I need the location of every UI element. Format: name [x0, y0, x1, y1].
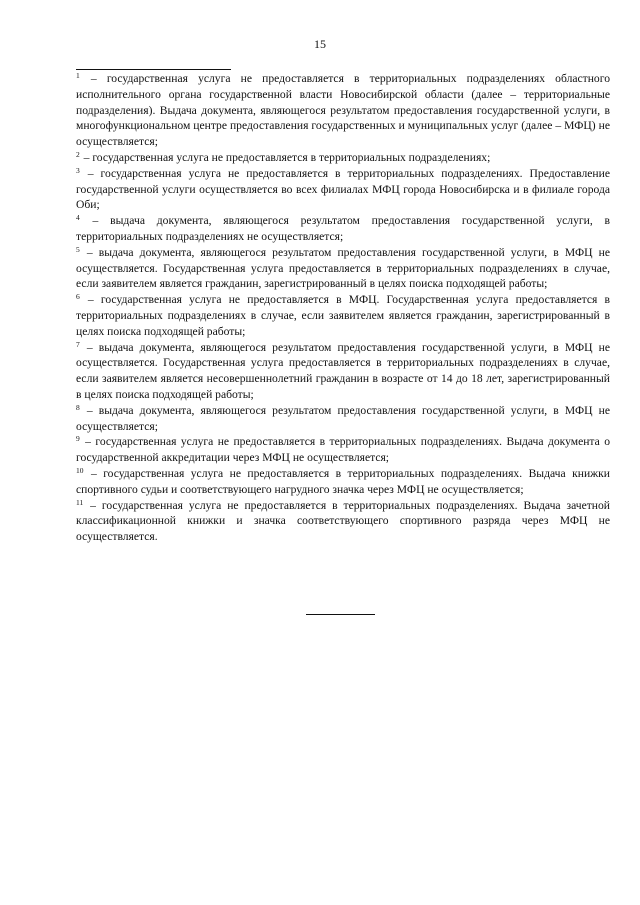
footnote-2 — [76, 150, 610, 166]
footnote-marker: 11 — [76, 497, 84, 507]
footnote-marker: 7 — [76, 339, 80, 349]
footnote-text: – выдача документа, являющегося результатом предоставления государственной услуги, в МФЦ не осуществляется; — [76, 403, 610, 433]
footnote-marker: 3 — [76, 165, 80, 175]
footnote-9 — [76, 434, 610, 466]
footnote-5 — [76, 245, 610, 292]
footnote-8 — [76, 403, 610, 435]
footnote-text: – выдача документа, являющегося результатом предоставления государственной услуги, в МФЦ не осуществляется. Государственная услуга предоставляется в территориальных подразделениях в случае, если заявителем является гражданин, зарегистрированный в целях поиска подходящей работы; — [76, 245, 610, 291]
footnote-text: – государственная услуга не предоставляется в территориальных подразделениях. Предоставление государственной услуги осуществляется во всех филиалах МФЦ города Новосибирска и в филиале города Оби; — [76, 166, 610, 212]
footnote-text: – государственная услуга не предоставляется в территориальных подразделениях областного исполнительного органа государственной власти Новосибирской области (далее – территориальные подразделения). Выдача документа, являющегося результатом предоставления государственной услуги, в многофункциональном центре предоставления государственных и муниципальных услуг (далее – МФЦ) не осуществляется; — [76, 72, 610, 149]
footnote-marker: 1 — [76, 71, 80, 80]
page-number: 15 — [314, 37, 326, 51]
footnote-text: – государственная услуга не предоставляется в территориальных подразделениях; — [80, 150, 491, 164]
footnote-marker: 2 — [76, 149, 80, 159]
footnote-text: – государственная услуга не предоставляется в МФЦ. Государственная услуга предоставляется в территориальных подразделениях в случае, если заявителем является гражданин, зарегистрированный в целях поиска подходящей работы; — [76, 293, 610, 338]
footnote-marker: 5 — [76, 244, 80, 254]
footnote-text: – выдача документа, являющегося результатом предоставления государственной услуги, в МФЦ не осуществляется. Государственная услуга предоставляется в территориальных подразделениях в случае, если заявителем является несовершеннолетний гражданин в возрасте от 14 до 18 лет, зарегистрированный в целях поиска подходящей работы; — [76, 340, 610, 401]
footnote-7 — [76, 340, 610, 403]
footnote-text: – государственная услуга не предоставляется в территориальных подразделениях. Выдача зачетной классификационной книжки и значка соответствующего спортивного разряда через МФЦ не осуществляется. — [76, 498, 610, 544]
footnote-text: – выдача документа, являющегося результатом предоставления государственной услуги, в территориальных подразделениях не осуществляется; — [76, 214, 610, 243]
footnote-1 — [76, 71, 610, 150]
footnote-marker: 9 — [76, 434, 80, 444]
footnote-text: – государственная услуга не предоставляется в территориальных подразделениях. Выдача книжки спортивного судьи и соответствующего нагрудного значка через МФЦ не осуществляется; — [76, 466, 610, 496]
footnote-11 — [76, 498, 610, 545]
footnote-10 — [76, 466, 610, 498]
footnote-4 — [76, 213, 610, 245]
footnote-6 — [76, 292, 610, 339]
footnotes-block — [76, 71, 610, 545]
footnote-marker: 6 — [76, 292, 80, 302]
footnote-text: – государственная услуга не предоставляется в территориальных подразделениях. Выдача документа о государственной аккредитации через МФЦ не осуществляется; — [76, 435, 610, 465]
footnote-marker: 4 — [76, 213, 80, 223]
footnote-marker: 8 — [76, 402, 80, 412]
footnote-marker: 10 — [76, 465, 84, 475]
footnote-separator — [76, 69, 231, 70]
end-of-document-line — [306, 614, 375, 615]
footnote-3 — [76, 166, 610, 213]
